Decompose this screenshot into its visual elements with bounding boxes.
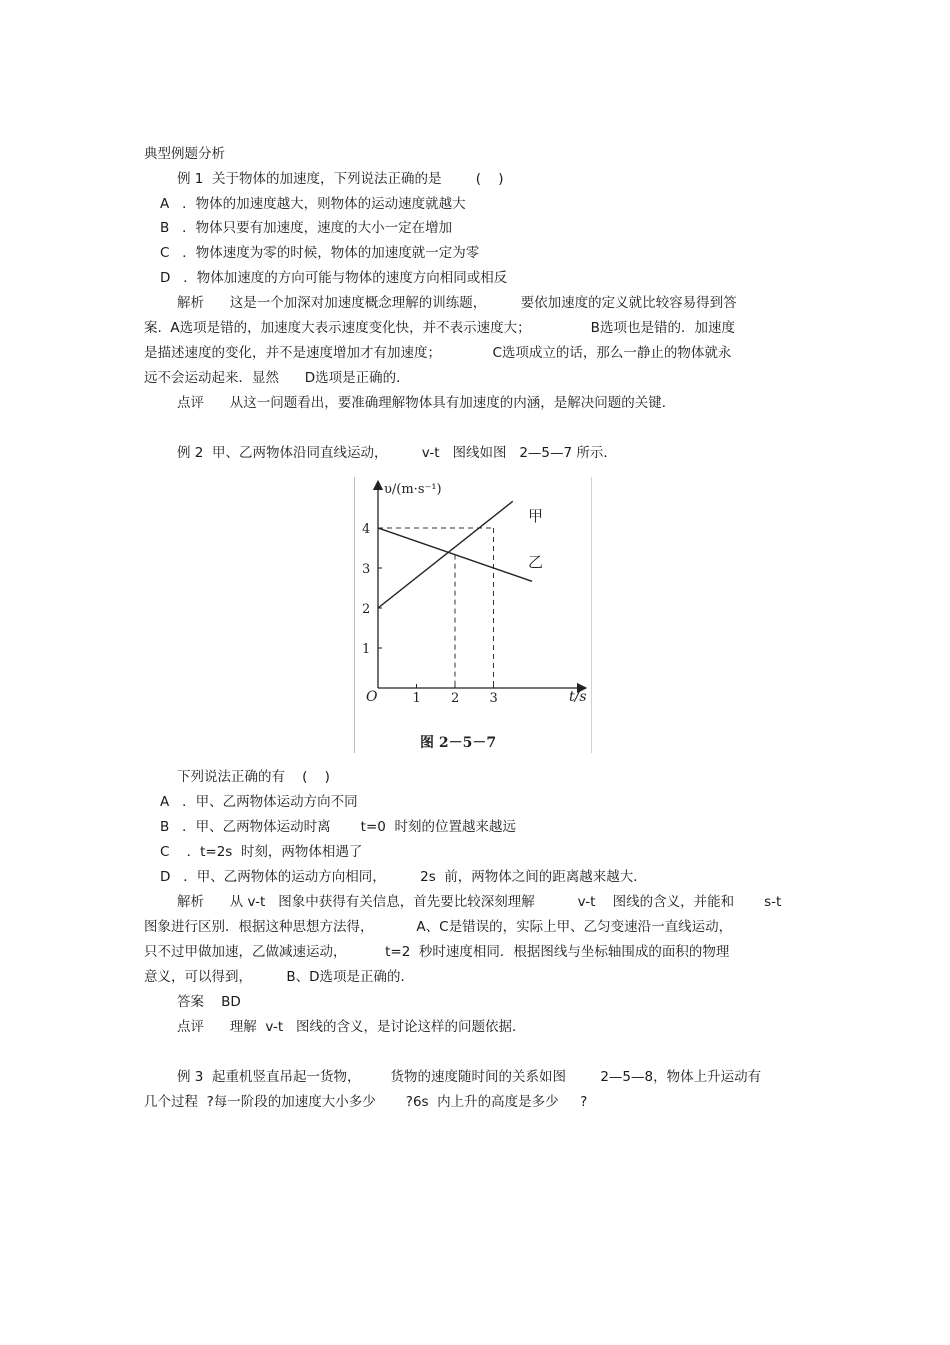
text-line-ex3-q2: 几个过程 ?每一阶段的加速度大小多少 ?6s 内上升的高度是多少 ?: [144, 1094, 588, 1110]
x-tick-label: 1: [412, 691, 421, 706]
x-tick-label: 3: [489, 691, 498, 706]
x-axis-label: t/s: [569, 689, 587, 705]
text-line-ex2-q: 例 2 甲、乙两物体沿同直线运动， v-t 图线如图 2—5—7 所示．: [177, 445, 617, 461]
text-line-ex2-p: 点评 理解 v-t 图线的含义，是讨论这样的问题依据．: [177, 1019, 526, 1035]
text-line-ex2-b: B ．甲、乙两物体运动时离 t=0 时刻的位置越来越远: [160, 819, 516, 835]
text-line-ex2-d: D ．甲、乙两物体的运动方向相同， 2s 前，两物体之间的距离越来越大．: [160, 869, 647, 885]
y-tick-label: 3: [362, 562, 371, 577]
x-tick-label: 2: [451, 691, 460, 706]
series-line-jia: [378, 501, 513, 608]
origin-label: O: [366, 689, 378, 705]
text-line-ex1-q: 例 1 关于物体的加速度，下列说法正确的是 ( ): [177, 171, 504, 187]
text-line-ex2-j1: 解析 从 v-t 图象中获得有关信息，首先要比较深刻理解 v-t 图线的含义，并能和 s-t: [177, 894, 782, 910]
y-tick-label: 2: [362, 602, 371, 617]
text-line-ex1-p: 点评 从这一问题看出，要准确理解物体具有加速度的内涵，是解决问题的关键．: [177, 395, 676, 411]
text-line-ex1-a: A ．物体的加速度越大，则物体的运动速度就越大: [160, 196, 466, 212]
section-title: 典型例题分析: [144, 146, 225, 162]
text-line-ex3-q1: 例 3 起重机竖直吊起一货物， 货物的速度随时间的关系如图 2—5—8，物体上升运动有: [177, 1069, 762, 1085]
text-line-ex1-j4: 远不会运动起来．显然 D选项是正确的．: [144, 370, 410, 386]
y-tick-label: 4: [362, 522, 371, 537]
text-line-ex1-j2: 案. A选项是错的，加速度大表示速度变化快，并不表示速度大； B选项也是错的．加速度: [144, 320, 735, 336]
text-line-ex2-a: A ．甲、乙两物体运动方向不同: [160, 794, 358, 810]
text-line-ex2-ans: 答案 BD: [177, 994, 241, 1010]
figure-2-5-7: [354, 477, 592, 753]
text-line-ex1-c: C ．物体速度为零的时候，物体的加速度就一定为零: [160, 245, 480, 261]
series-label-jia: 甲: [528, 507, 544, 525]
text-line-ex2-j2: 图象进行区别．根据这种思想方法得， A、C是错误的，实际上甲、乙匀变速沿一直线运动，: [144, 919, 733, 935]
text-line-ex2-c: C ．t=2s 时刻，两物体相遇了: [160, 844, 363, 860]
text-line-ex2-j3: 只不过甲做加速，乙做减速运动， t=2 秒时速度相同．根据图线与坐标轴围成的面积的物理: [144, 944, 730, 960]
text-line-ex2-s: 下列说法正确的有 ( ): [177, 769, 330, 785]
text-line-ex1-b: B ．物体只要有加速度，速度的大小一定在增加: [160, 220, 453, 236]
text-line-ex1-j1: 解析 这是一个加深对加速度概念理解的训练题， 要依加速度的定义就比较容易得到答: [177, 295, 737, 311]
y-tick-label: 1: [362, 642, 371, 657]
text-line-ex1-j3: 是描述速度的变化，并不是速度增加才有加速度； C选项成立的话，那么一静止的物体就永: [144, 345, 732, 361]
text-line-ex2-j4: 意义，可以得到， B、D选项是正确的．: [144, 969, 414, 985]
vt-chart: [354, 477, 592, 753]
series-label-yi: 乙: [528, 553, 544, 571]
text-line-ex1-d: D ．物体加速度的方向可能与物体的速度方向相同或相反: [160, 270, 508, 286]
figure-caption: 图 2－5－7: [420, 735, 497, 751]
y-axis-label: υ/(m·s⁻¹): [384, 482, 442, 497]
